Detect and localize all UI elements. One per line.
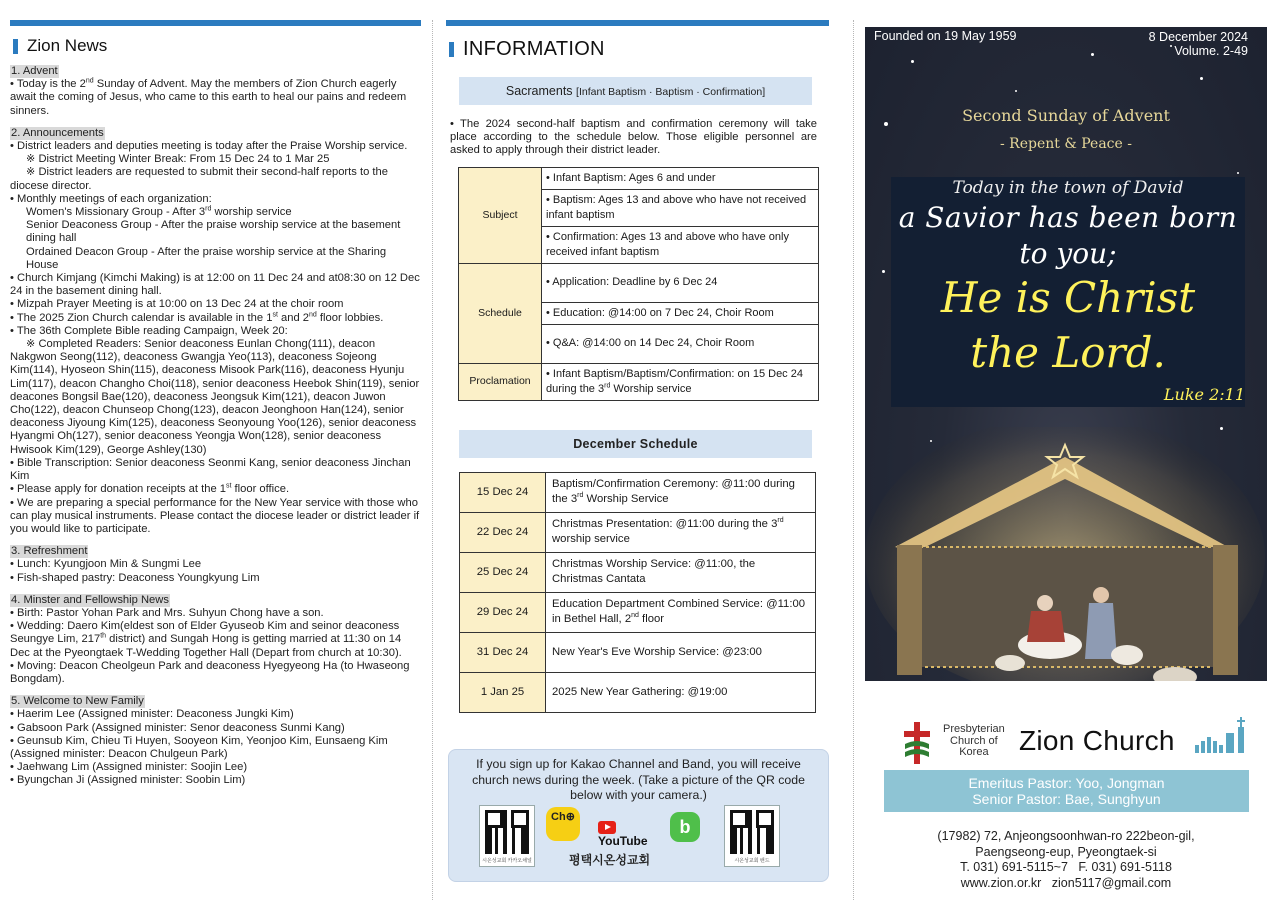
verse-line: to you; (1019, 237, 1117, 270)
news-body (10, 64, 421, 788)
table-cell: • Baptism: Ages 13 and above who have not received infant baptism (542, 189, 819, 226)
schedule-event: Christmas Worship Service: @11:00, the Christmas Cantata (546, 552, 816, 592)
advent-subtitle: - Repent & Peace - (1000, 136, 1132, 152)
news-line: • Haerim Lee (Assigned minister: Deaconess Jungki Kim) (10, 708, 294, 721)
contact-line (865, 876, 1267, 892)
info-header (446, 38, 829, 61)
news-header (10, 36, 421, 56)
info-title-marker (449, 42, 454, 57)
news-line: • Please apply for donation receipts at the 1st floor office. (10, 482, 290, 496)
table-row (460, 472, 816, 512)
table-row (459, 167, 819, 189)
schedule-date: 1 Jan 25 (460, 672, 546, 712)
table-row (459, 263, 819, 302)
table-row (460, 632, 816, 672)
church-address (865, 829, 1267, 891)
sheep-figure (995, 655, 1025, 671)
verse-reference: Luke 2:11 (1163, 385, 1245, 404)
star-icon (1091, 53, 1094, 56)
verse-highlight: the Lord. (970, 328, 1166, 377)
section-heading: 3. Refreshment (11, 545, 88, 558)
news-line: Senior Deaconess Group - After the praise worship service at the basement dining hall (26, 219, 401, 245)
column-divider (432, 20, 433, 900)
schedule-event: Education Department Combined Service: @11:00 in Bethel Hall, 2nd floor (546, 592, 816, 632)
news-section-new-family (10, 694, 421, 787)
news-line: • Byungchan Ji (Assigned minister: Soobin Lim) (10, 774, 246, 787)
emeritus-pastor: Emeritus Pastor: Yoo, Jongman (968, 775, 1165, 791)
news-line: ※ District Meeting Winter Break: From 15 Dec 24 to 1 Mar 25 (26, 153, 330, 166)
pck-logo-icon (902, 722, 932, 764)
bible-verse-box (891, 177, 1245, 407)
news-line: • Mizpah Prayer Meeting is at 10:00 on 13 Dec 24 at the choir room (10, 298, 344, 311)
news-paragraph: • Today is the 2nd Sunday of Advent. May the members of Zion Church eagerly await the coming of Jesus, who came to this earth to heal our pains and redeem sinners. (10, 77, 407, 117)
verse-highlight: He is Christ (940, 273, 1196, 322)
sacraments-intro: • The 2024 second-half baptism and confirmation ceremony will take place according to the schedule below. Those eligible personnel are asked to apply through their district leader. (450, 118, 817, 157)
issue-volume: Volume. 2-49 (1174, 44, 1248, 58)
section-heading: 5. Welcome to New Family (11, 695, 144, 708)
star-icon (1237, 172, 1239, 174)
december-schedule-heading: December Schedule (459, 430, 812, 458)
news-line: • The 36th Complete Bible reading Campaign, Week 20: (10, 324, 288, 337)
star-icon (911, 60, 914, 63)
news-section-refreshment (10, 544, 421, 585)
kakao-channel-icon[interactable]: Ch⊕ (546, 807, 580, 841)
table-row (460, 512, 816, 552)
news-line: • Monthly meetings of each organization: (10, 192, 212, 205)
verse-line: a Savior has been born (898, 201, 1238, 234)
schedule-date: 15 Dec 24 (460, 472, 546, 512)
news-line: • We are preparing a special performance for the New Year service with those who can play musical instruments. Please contact the diocese leader or district leader if you would like to participate. (10, 496, 420, 535)
founded-date: Founded on 19 May 1959 (874, 29, 1017, 43)
address-line: (17982) 72, Anjeongsoonhwan-ro 222beon-gil, (937, 829, 1195, 843)
stable-post (1213, 545, 1238, 675)
cover-column (865, 27, 1267, 900)
address-line: Paengseong-eup, Pyeongtaek-si (975, 844, 1157, 859)
advent-title: Second Sunday of Advent (962, 106, 1170, 125)
pastors-band (884, 770, 1249, 812)
church-korean-name: 평택시온성교회 (569, 853, 651, 867)
news-line: • Lunch: Kyungjoon Min & Sungmi Lee (10, 558, 202, 571)
news-title: Zion News (27, 36, 108, 55)
table-cell: • Application: Deadline by 6 Dec 24 (542, 263, 819, 302)
email-link[interactable]: zion5117@gmail.com (1051, 875, 1172, 890)
star-icon (1015, 90, 1017, 92)
news-line: • District leaders and deputies meeting is today after the Praise Worship service. (10, 140, 408, 153)
section-heading: 2. Announcements (11, 126, 104, 139)
news-section-fellowship (10, 593, 421, 686)
schedule-date: 25 Dec 24 (460, 552, 546, 592)
news-line: • Geunsub Kim, Chieu Ti Huyen, Sooyeon Kim, Yeonjoo Kim, Eunsaeng Kim (Assigned minister: Deacon Chulgeun Park) (10, 734, 388, 760)
kakao-qr-code[interactable] (479, 805, 535, 867)
table-cell: • Infant Baptism/Baptism/Confirmation: on 15 Dec 24 during the 3rd Worship service (542, 363, 819, 400)
table-cell: • Infant Baptism: Ages 6 and under (542, 167, 819, 189)
kakao-band-box (448, 749, 829, 882)
news-line: • Birth: Pastor Yohan Park and Mrs. Suhyun Chong have a son. (10, 606, 324, 619)
table-row (459, 363, 819, 400)
schedule-event: Baptism/Confirmation Ceremony: @11:00 during the 3rd Worship Service (546, 472, 816, 512)
denomination: Presbyterian Church of Korea (943, 723, 1005, 758)
table-row (460, 552, 816, 592)
news-line: • Gabsoon Park (Assigned minister: Senor deaconess Sunmi Kang) (10, 721, 345, 734)
band-qr-code[interactable] (724, 805, 780, 867)
mary-figure (1037, 595, 1053, 611)
information-column (446, 20, 829, 900)
youtube-play-icon (598, 821, 616, 834)
zion-news-column (10, 20, 421, 900)
news-line: ※ District leaders are requested to submit their second-half reports to the diocese director. (10, 166, 388, 192)
website-link[interactable]: www.zion.or.kr (960, 875, 1042, 890)
news-section-advent (10, 64, 421, 118)
kakao-text: If you sign up for Kakao Channel and Band, you will receive church news during the week. (Take a picture of the QR code below with your camera.) (472, 757, 805, 802)
news-line: • Moving: Deacon Cheolgeun Park and deaconess Hyegyeong Ha (to Hwaseong Bongdam). (10, 659, 410, 685)
schedule-date: 29 Dec 24 (460, 592, 546, 632)
sheep-figure (1111, 645, 1143, 665)
church-building-icon (1193, 715, 1253, 757)
nativity-scene (865, 427, 1267, 681)
qr-caption: 시온성교회 밴드 (734, 858, 770, 864)
stable-post (897, 545, 922, 675)
news-line: • The 2025 Zion Church calendar is available in the 1st and 2nd floor lobbies. (10, 310, 384, 324)
column-divider (853, 20, 854, 900)
news-line: • Bible Transcription: Senior deaconess Seonmi Kang, senior deaconess Jinchan Kim (10, 456, 411, 483)
qr-pattern (485, 810, 529, 854)
issue-info (1149, 30, 1248, 58)
news-line: Women's Missionary Group - After 3rd worship service (26, 205, 292, 219)
schedule-date: 31 Dec 24 (460, 632, 546, 672)
schedule-label: Schedule (459, 263, 542, 363)
news-section-announcements (10, 126, 421, 536)
mary-robe (1027, 611, 1065, 642)
sacraments-heading: Sacraments [Infant Baptism · Baptism · Confirmation] (459, 77, 812, 105)
section-heading: 4. Minster and Fellowship News (11, 593, 169, 606)
news-line: • Church Kimjang (Kimchi Making) is at 12:00 on 11 Dec 24 and at08:30 on 12 Dec 24 in the basement dining hall. (10, 272, 420, 298)
schedule-event: Christmas Presentation: @11:00 during the 3rd worship service (546, 512, 816, 552)
phone-line: T. 031) 691-5115~7 F. 031) 691-5118 (960, 860, 1172, 875)
cover-image (865, 27, 1267, 681)
joseph-figure (1093, 587, 1109, 603)
table-row (460, 592, 816, 632)
subject-label: Subject (459, 167, 542, 263)
schedule-event: 2025 New Year Gathering: @19:00 (546, 672, 816, 712)
table-cell: • Q&A: @14:00 on 14 Dec 24, Choir Room (542, 324, 819, 363)
verse-line: Today in the town of David (952, 178, 1184, 198)
joseph-robe (1085, 603, 1117, 659)
church-name: Zion Church (1019, 725, 1175, 756)
news-line: • Fish-shaped pastry: Deaconess Youngkyung Lim (10, 571, 260, 584)
info-top-bar (446, 20, 829, 26)
news-line: ※ Completed Readers: Senior deaconess Eunlan Chong(111), deacon Nakgwon Seong(112), deaconess Gwangja Yeo(113), deaconess Sojeong Kim(114), Hyoseon Shin(115), deaconess Misook Park(116), deaconess Hyunju Lim(117), deacon Changho Choi(118), senior deaconess Heebok Shin(119), senior deacones Bongsil Bae(120), deaconess Jeongsuk Kim(121), deacon Juwon Cho(122), deacon Chunseop Chong(123), deacon Jeonghoon Han(124), senior deaconess Jiyoung Kim(125), deaconess Seonyoung Yoo(126), senior deaconess Hyangmi Oh(127), senior deaconess Yeongja Won(128), senior deaconess Hwisook Kim(129), George Ashley(130) (10, 338, 420, 456)
issue-date: 8 December 2024 (1148, 30, 1248, 44)
star-icon (1200, 77, 1203, 80)
star-icon (882, 270, 885, 273)
news-title-marker (13, 39, 18, 54)
sacraments-table (458, 167, 819, 401)
proclamation-label: Proclamation (459, 363, 542, 400)
section-heading: 1. Advent (11, 65, 58, 77)
schedule-date: 22 Dec 24 (460, 512, 546, 552)
senior-pastor: Senior Pastor: Bae, Sunghyun (972, 791, 1161, 807)
table-row (460, 672, 816, 712)
table-cell: • Education: @14:00 on 7 Dec 24, Choir Room (542, 302, 819, 324)
news-line: Ordained Deacon Group - After the praise worship service at the Sharing House (26, 245, 387, 271)
info-title: INFORMATION (463, 38, 605, 60)
table-cell: • Confirmation: Ages 13 and above who have only received infant baptism (542, 226, 819, 263)
youtube-icon[interactable]: YouTube (598, 820, 664, 836)
december-schedule-table (459, 472, 816, 713)
news-line: • Jaehwang Lim (Assigned minister: Soojin Lee) (10, 761, 248, 774)
band-icon[interactable]: b (670, 812, 700, 842)
news-top-bar (10, 20, 421, 26)
qr-caption: 시온성교회 카카오채널 (482, 858, 532, 864)
qr-pattern (730, 810, 774, 854)
news-line: • Wedding: Daero Kim(eldest son of Elder Gyuseob Kim and seinor deaconess Seungye Lim, 217th district) and Sungah Hong is getting married at 11:30 on 14 Dec at the Pyeongtaek T-Wedding Together Hall (Depart from church at 10:30). (10, 620, 402, 659)
schedule-event: New Year's Eve Worship Service: @23:00 (546, 632, 816, 672)
